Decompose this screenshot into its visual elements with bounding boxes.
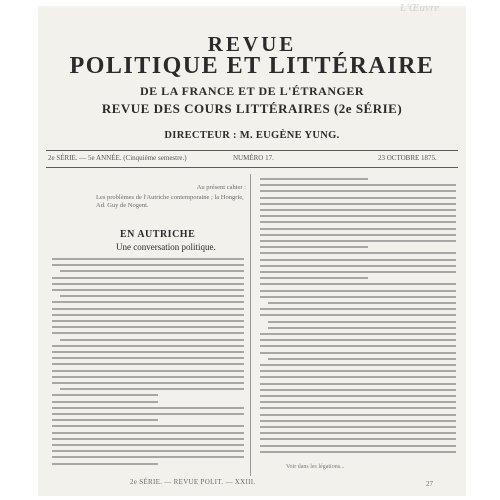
masthead-revue: REVUE: [207, 32, 297, 56]
header-rule-bottom: [46, 167, 458, 168]
text-line: [260, 277, 368, 279]
text-line: [52, 407, 244, 409]
text-line: [260, 352, 456, 354]
text-line: [260, 240, 456, 242]
text-line: [52, 419, 158, 421]
text-line: [260, 314, 456, 316]
text-line: [60, 295, 244, 297]
issue-info-row: [48, 154, 456, 166]
text-line: [52, 264, 244, 266]
text-line: [260, 190, 456, 192]
text-line: [52, 401, 158, 403]
column-divider: [250, 174, 251, 476]
text-line: [260, 259, 456, 261]
text-line: [52, 258, 244, 260]
text-line: [52, 370, 244, 372]
text-line: [52, 382, 244, 384]
masthead-series: REVUE DES COURS LITTÉRAIRES (2e SÉRIE): [101, 101, 403, 116]
text-line: [52, 394, 158, 396]
section-heading: EN AUTRICHE: [120, 229, 196, 240]
text-line: [260, 246, 368, 248]
text-line: [260, 395, 456, 397]
text-line: [260, 228, 456, 230]
text-line: [52, 277, 244, 279]
text-line: [52, 463, 158, 465]
text-line: [260, 221, 456, 223]
text-line: [260, 197, 456, 199]
text-line: [260, 209, 456, 211]
text-line: [260, 438, 456, 440]
text-line: [268, 358, 456, 360]
text-line: [260, 252, 456, 254]
text-line: [52, 301, 244, 303]
text-line: [52, 345, 244, 347]
text-line: [52, 413, 244, 415]
text-line: [260, 451, 456, 453]
text-line: [260, 383, 456, 385]
text-line: [260, 265, 456, 267]
text-line: [260, 370, 456, 372]
text-line: [260, 271, 456, 273]
toc-title: Au présent cahier :: [196, 184, 246, 191]
text-line: [260, 290, 456, 292]
issue-date: 23 OCTOBRE 1875.: [378, 154, 437, 162]
text-line: [52, 314, 244, 316]
text-line: [260, 432, 456, 434]
text-line: [52, 363, 244, 365]
text-line: [260, 345, 456, 347]
text-line: [260, 296, 456, 298]
toc-entry: Les problèmes de l'Autriche contemporaine ; la Hongrie, Ad. Guy de Nogent.: [96, 194, 244, 209]
header-rule-top: [46, 150, 458, 151]
text-line: [260, 376, 456, 378]
text-line: [52, 289, 244, 291]
text-line: [52, 438, 244, 440]
page-footer-series: 2e SÉRIE. — REVUE POLIT. — XXIII.: [130, 478, 256, 486]
text-line: [260, 178, 368, 180]
text-line: [52, 425, 244, 427]
text-line: [260, 215, 456, 217]
section-subheading: Une conversation politique.: [116, 242, 216, 252]
page-number: 27: [426, 480, 433, 488]
masthead-director: DIRECTEUR : M. EUGÈNE YUNG.: [164, 130, 340, 141]
text-line: [52, 376, 244, 378]
text-line: [260, 401, 456, 403]
text-line: [52, 444, 244, 446]
text-line: [52, 308, 244, 310]
issue-series: 2e SÉRIE. — 5e ANNÉE. (Cinquième semestre.): [48, 154, 187, 162]
text-line: [52, 332, 244, 334]
text-line: [60, 388, 244, 390]
text-line: [52, 351, 244, 353]
text-line: [260, 414, 456, 416]
text-line: [260, 389, 456, 391]
text-line: [260, 184, 456, 186]
text-line: [260, 420, 456, 422]
masthead-subtitle: DE LA FRANCE ET DE L'ÉTRANGER: [140, 84, 364, 98]
journal-page: [38, 6, 466, 496]
text-line: [260, 364, 456, 366]
text-line: [260, 234, 456, 236]
text-line: [268, 302, 456, 304]
text-line: [260, 283, 456, 285]
text-line: [52, 283, 244, 285]
text-line: [52, 432, 244, 434]
issue-number: NUMÉRO 17.: [233, 154, 274, 162]
text-line: [260, 203, 456, 205]
watermark-logo: L'Œuvre: [400, 2, 440, 14]
text-line: [60, 270, 244, 272]
text-line: [60, 339, 244, 341]
right-column-footnote: Voir dans les légations...: [286, 464, 345, 470]
table-of-contents: [96, 184, 246, 210]
text-line: [268, 321, 456, 323]
masthead-title: POLITIQUE ET LITTÉRAIRE: [69, 53, 435, 79]
text-line: [52, 326, 244, 328]
text-line: [260, 426, 456, 428]
text-line: [52, 450, 244, 452]
text-line: [260, 339, 456, 341]
text-line: [260, 333, 456, 335]
text-line: [260, 308, 456, 310]
text-line: [52, 320, 244, 322]
text-line: [268, 327, 456, 329]
text-line: [260, 445, 456, 447]
text-line: [52, 456, 244, 458]
text-line: [52, 357, 244, 359]
text-line: [260, 407, 456, 409]
